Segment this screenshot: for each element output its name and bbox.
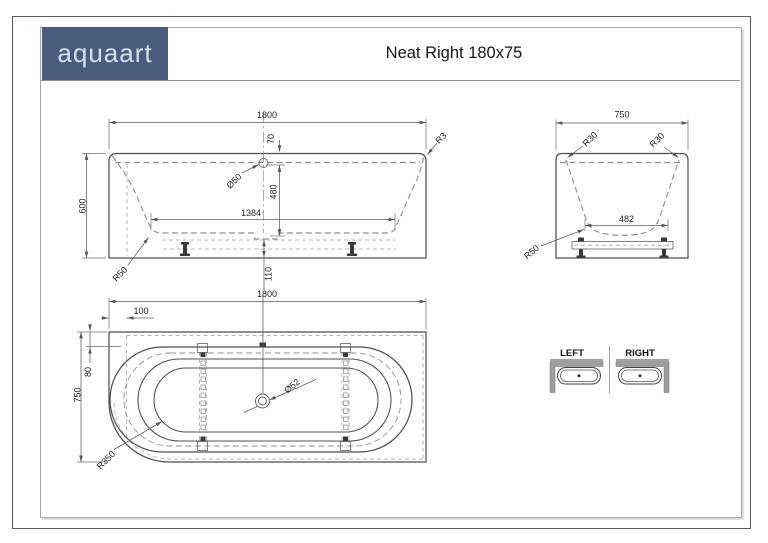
dim-front-width: 1800 bbox=[256, 110, 278, 120]
rim-inner-edge bbox=[138, 359, 391, 441]
dim-side-floor-radius: R50 bbox=[521, 242, 542, 262]
mounting-rail-left bbox=[198, 344, 208, 451]
dim-front-overflow-dia: Ø50 bbox=[224, 171, 244, 191]
plan-view bbox=[73, 289, 427, 471]
dim-side-radius-right: R30 bbox=[647, 130, 667, 150]
legend-left-label: LEFT bbox=[560, 348, 584, 359]
dim-front-edge-radius: R3 bbox=[433, 130, 449, 146]
dim-side-width: 750 bbox=[614, 109, 630, 120]
dim-side-floor-width: 482 bbox=[618, 214, 635, 224]
side-feet bbox=[577, 238, 669, 259]
side-elevation-view bbox=[522, 110, 688, 262]
side-mounting-rail bbox=[572, 242, 673, 250]
page-title: Neat Right 180x75 bbox=[385, 44, 523, 62]
dim-top-depth: 750 bbox=[72, 387, 83, 403]
orientation-legend bbox=[550, 346, 669, 393]
dim-front-floor-width: 1384 bbox=[240, 208, 262, 218]
dim-top-corner-offset: 100 bbox=[133, 306, 149, 316]
legend-left-diagram bbox=[550, 362, 603, 393]
dim-front-floor-radius: R50 bbox=[110, 264, 130, 284]
dim-top-drain-dia: Ø52 bbox=[282, 376, 302, 396]
legend-right-drain-dot bbox=[639, 374, 642, 377]
brand-logo-text: aquaart bbox=[57, 38, 153, 68]
dim-front-height: 600 bbox=[77, 198, 88, 214]
dim-top-corner-radius: R350 bbox=[94, 448, 118, 472]
legend-right-label: RIGHT bbox=[625, 348, 655, 359]
dim-front-base-height: 110 bbox=[263, 266, 274, 282]
front-elevation-view bbox=[78, 110, 449, 290]
dim-front-depth: 480 bbox=[268, 184, 279, 200]
legend-left-drain-dot bbox=[578, 374, 581, 377]
mounting-rail-right bbox=[341, 344, 351, 451]
legend-right-diagram bbox=[616, 362, 669, 393]
dim-top-rim-offset: 80 bbox=[83, 366, 93, 378]
dim-side-radius-left: R30 bbox=[580, 129, 600, 149]
dim-front-overflow-offset: 70 bbox=[266, 133, 276, 145]
dim-top-width: 1800 bbox=[256, 289, 278, 299]
